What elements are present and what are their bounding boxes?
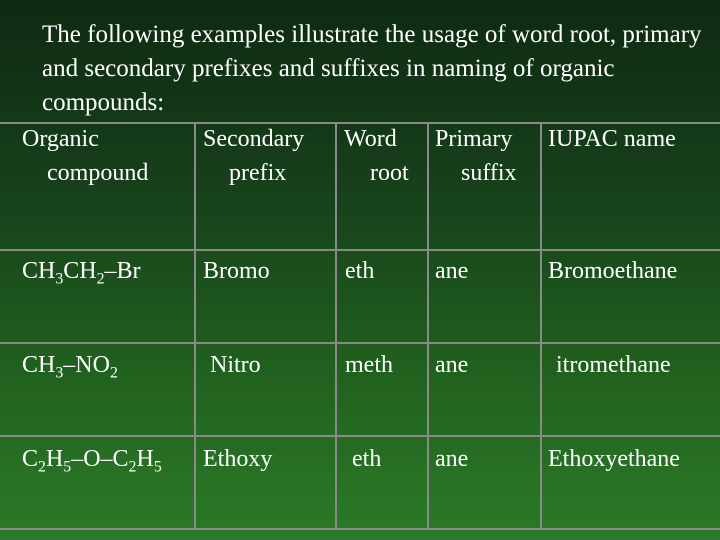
header-iupac-name: IUPAC name	[548, 126, 676, 152]
table-border-row1	[0, 342, 720, 344]
row1-iupac-name: Bromoethane	[548, 258, 678, 284]
table-col-divider	[335, 122, 337, 530]
header-primary: Primary	[435, 126, 513, 152]
table-col-divider	[540, 122, 542, 530]
header-suffix: suffix	[461, 160, 517, 186]
header-compound: compound	[47, 160, 149, 186]
intro-text: The following examples illustrate the usage of word root, primary and secondary prefixes and suffixes in naming of organic compounds:	[42, 21, 702, 116]
row3-root: eth	[352, 446, 382, 472]
row2-root: meth	[345, 352, 393, 378]
row2-iupac-name: itromethane	[556, 352, 671, 378]
row1-root: eth	[345, 258, 375, 284]
table-border-header-bottom	[0, 249, 720, 251]
table-col-divider	[194, 122, 196, 530]
table-col-divider	[427, 122, 429, 530]
row3-suffix: ane	[435, 446, 469, 472]
table-border-row2	[0, 435, 720, 437]
table-border-bottom	[0, 528, 720, 530]
row3-iupac-name: Ethoxyethane	[548, 446, 680, 472]
header-word: Word	[344, 126, 397, 152]
row1-compound: $CH_3CH_2-Br$	[22, 258, 141, 288]
row3-prefix: Ethoxy	[203, 446, 273, 472]
header-organic: Organic	[22, 126, 99, 152]
row1-suffix: ane	[435, 258, 469, 284]
row2-compound: $CH_3-NO_2$	[22, 352, 118, 382]
row3-compound: $C_2H_5-O-C_2H_5$	[22, 446, 162, 476]
header-secondary: Secondary	[203, 126, 305, 152]
header-prefix: prefix	[229, 160, 287, 186]
header-root: root	[370, 160, 409, 186]
row2-suffix: ane	[435, 352, 469, 378]
row2-prefix: Nitro	[210, 352, 261, 378]
row1-prefix: Bromo	[203, 258, 270, 284]
